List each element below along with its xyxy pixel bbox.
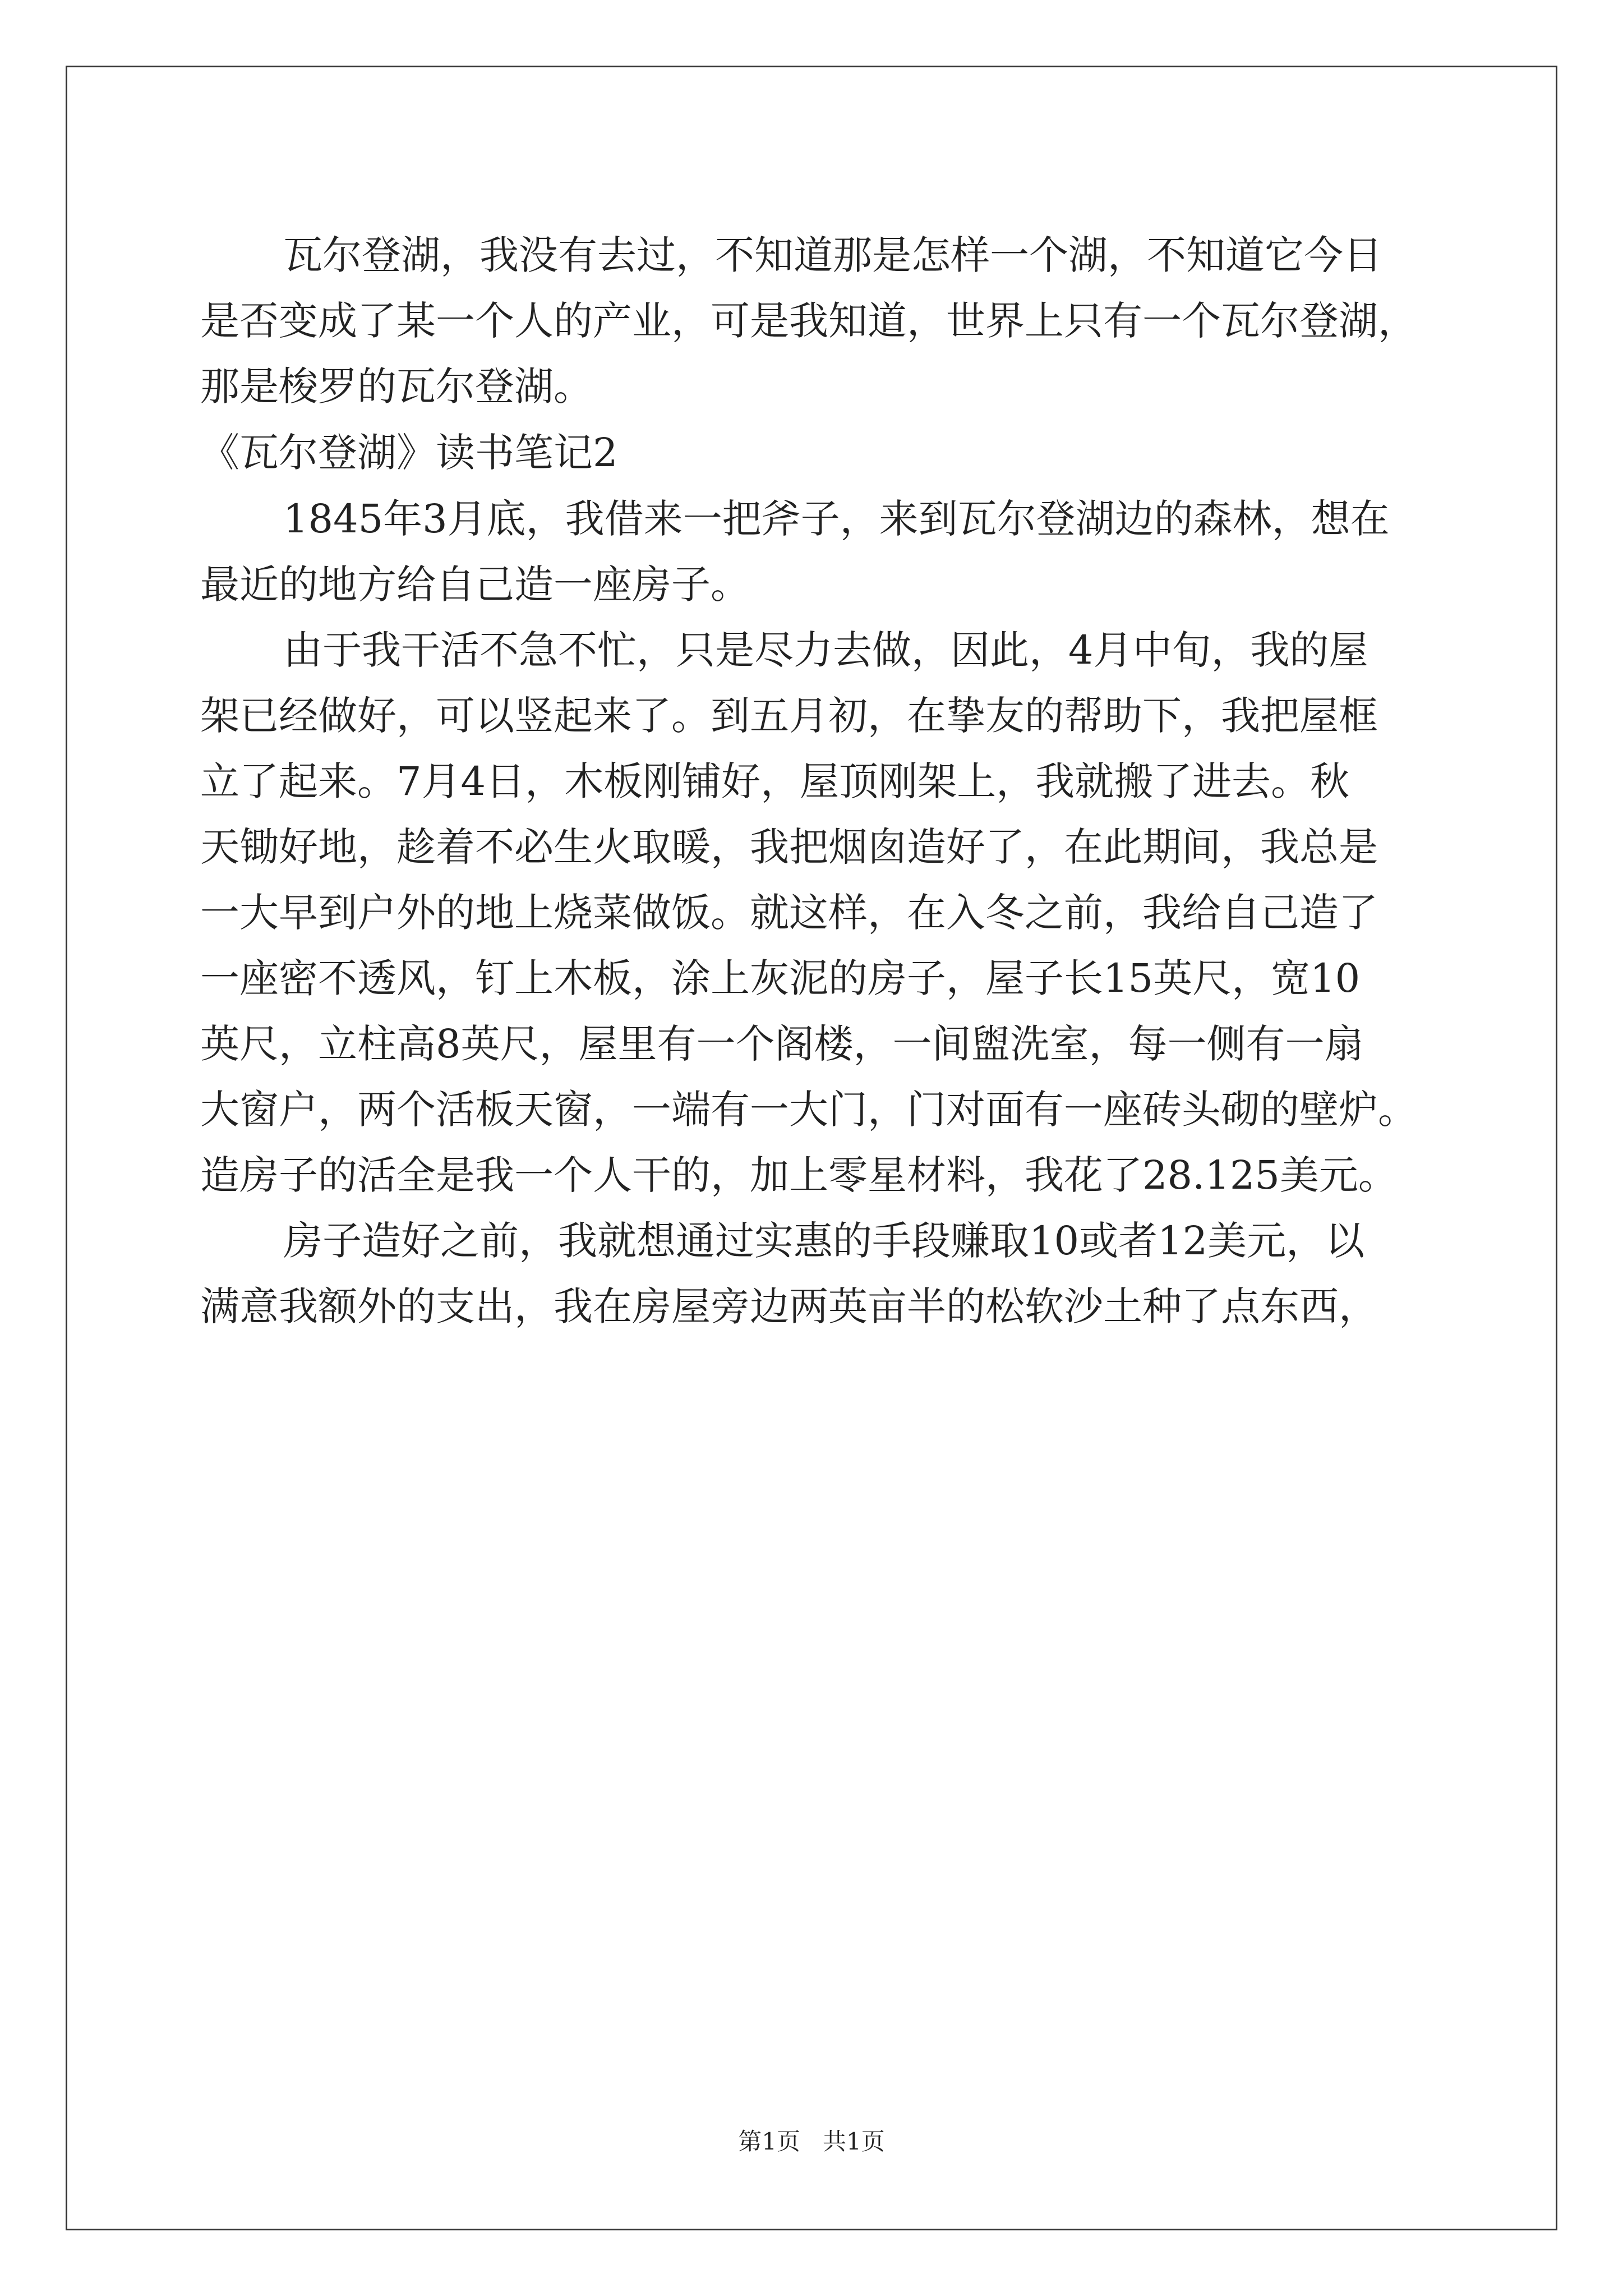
paragraph-3-line-7: 英尺，立柱高8英尺，屋里有一个阁楼，一间盥洗室，每一侧有一扇	[200, 1021, 1364, 1067]
paragraph-4-line-1: 房子造好之前，我就想通过实惠的手段赚取10或者12美元，以	[283, 1218, 1365, 1264]
paragraph-3-line-1: 由于我干活不急不忙，只是尽力去做，因此，4月中旬，我的屋	[283, 627, 1368, 673]
paragraph-3-line-5: 一大早到户外的地上烧菜做饭。就这样，在入冬之前，我给自己造了	[200, 890, 1378, 936]
paragraph-4-line-2: 满意我额外的支出，我在房屋旁边两英亩半的松软沙土种了点东西，	[200, 1283, 1378, 1329]
paragraph-3-line-6: 一座密不透风，钉上木板，涂上灰泥的房子，屋子长15英尺，宽10	[200, 955, 1361, 1001]
paragraph-1-line-2: 是否变成了某一个人的产业，可是我知道，世界上只有一个瓦尔登湖，	[200, 298, 1417, 344]
paragraph-3-line-8: 大窗户，两个活板天窗，一端有一大门，门对面有一座砖头砌的壁炉。	[200, 1087, 1417, 1133]
paragraph-3-line-9: 造房子的活全是我一个人干的，加上零星材料，我花了28.125美元。	[200, 1152, 1398, 1198]
paragraph-3-line-3: 立了起来。7月4日，木板刚铺好，屋顶刚架上，我就搬了进去。秋	[200, 758, 1350, 804]
page-number-footer: 第1页 共1页	[738, 2128, 885, 2155]
paragraph-3-line-2: 架已经做好，可以竖起来了。到五月初，在挚友的帮助下，我把屋框	[200, 693, 1378, 739]
paragraph-3-line-4: 天锄好地，趁着不必生火取暖，我把烟囱造好了，在此期间，我总是	[200, 824, 1378, 870]
paragraph-2-line-2: 最近的地方给自己造一座房子。	[200, 562, 750, 608]
paragraph-1-line-1: 瓦尔登湖，我没有去过，不知道那是怎样一个湖，不知道它今日	[283, 232, 1382, 278]
paragraph-2-line-1: 1845年3月底，我借来一把斧子，来到瓦尔登湖边的森林，想在	[283, 496, 1390, 542]
paragraph-1-line-3: 那是梭罗的瓦尔登湖。	[200, 364, 593, 409]
section-heading: 《瓦尔登湖》读书笔记2	[200, 430, 618, 476]
